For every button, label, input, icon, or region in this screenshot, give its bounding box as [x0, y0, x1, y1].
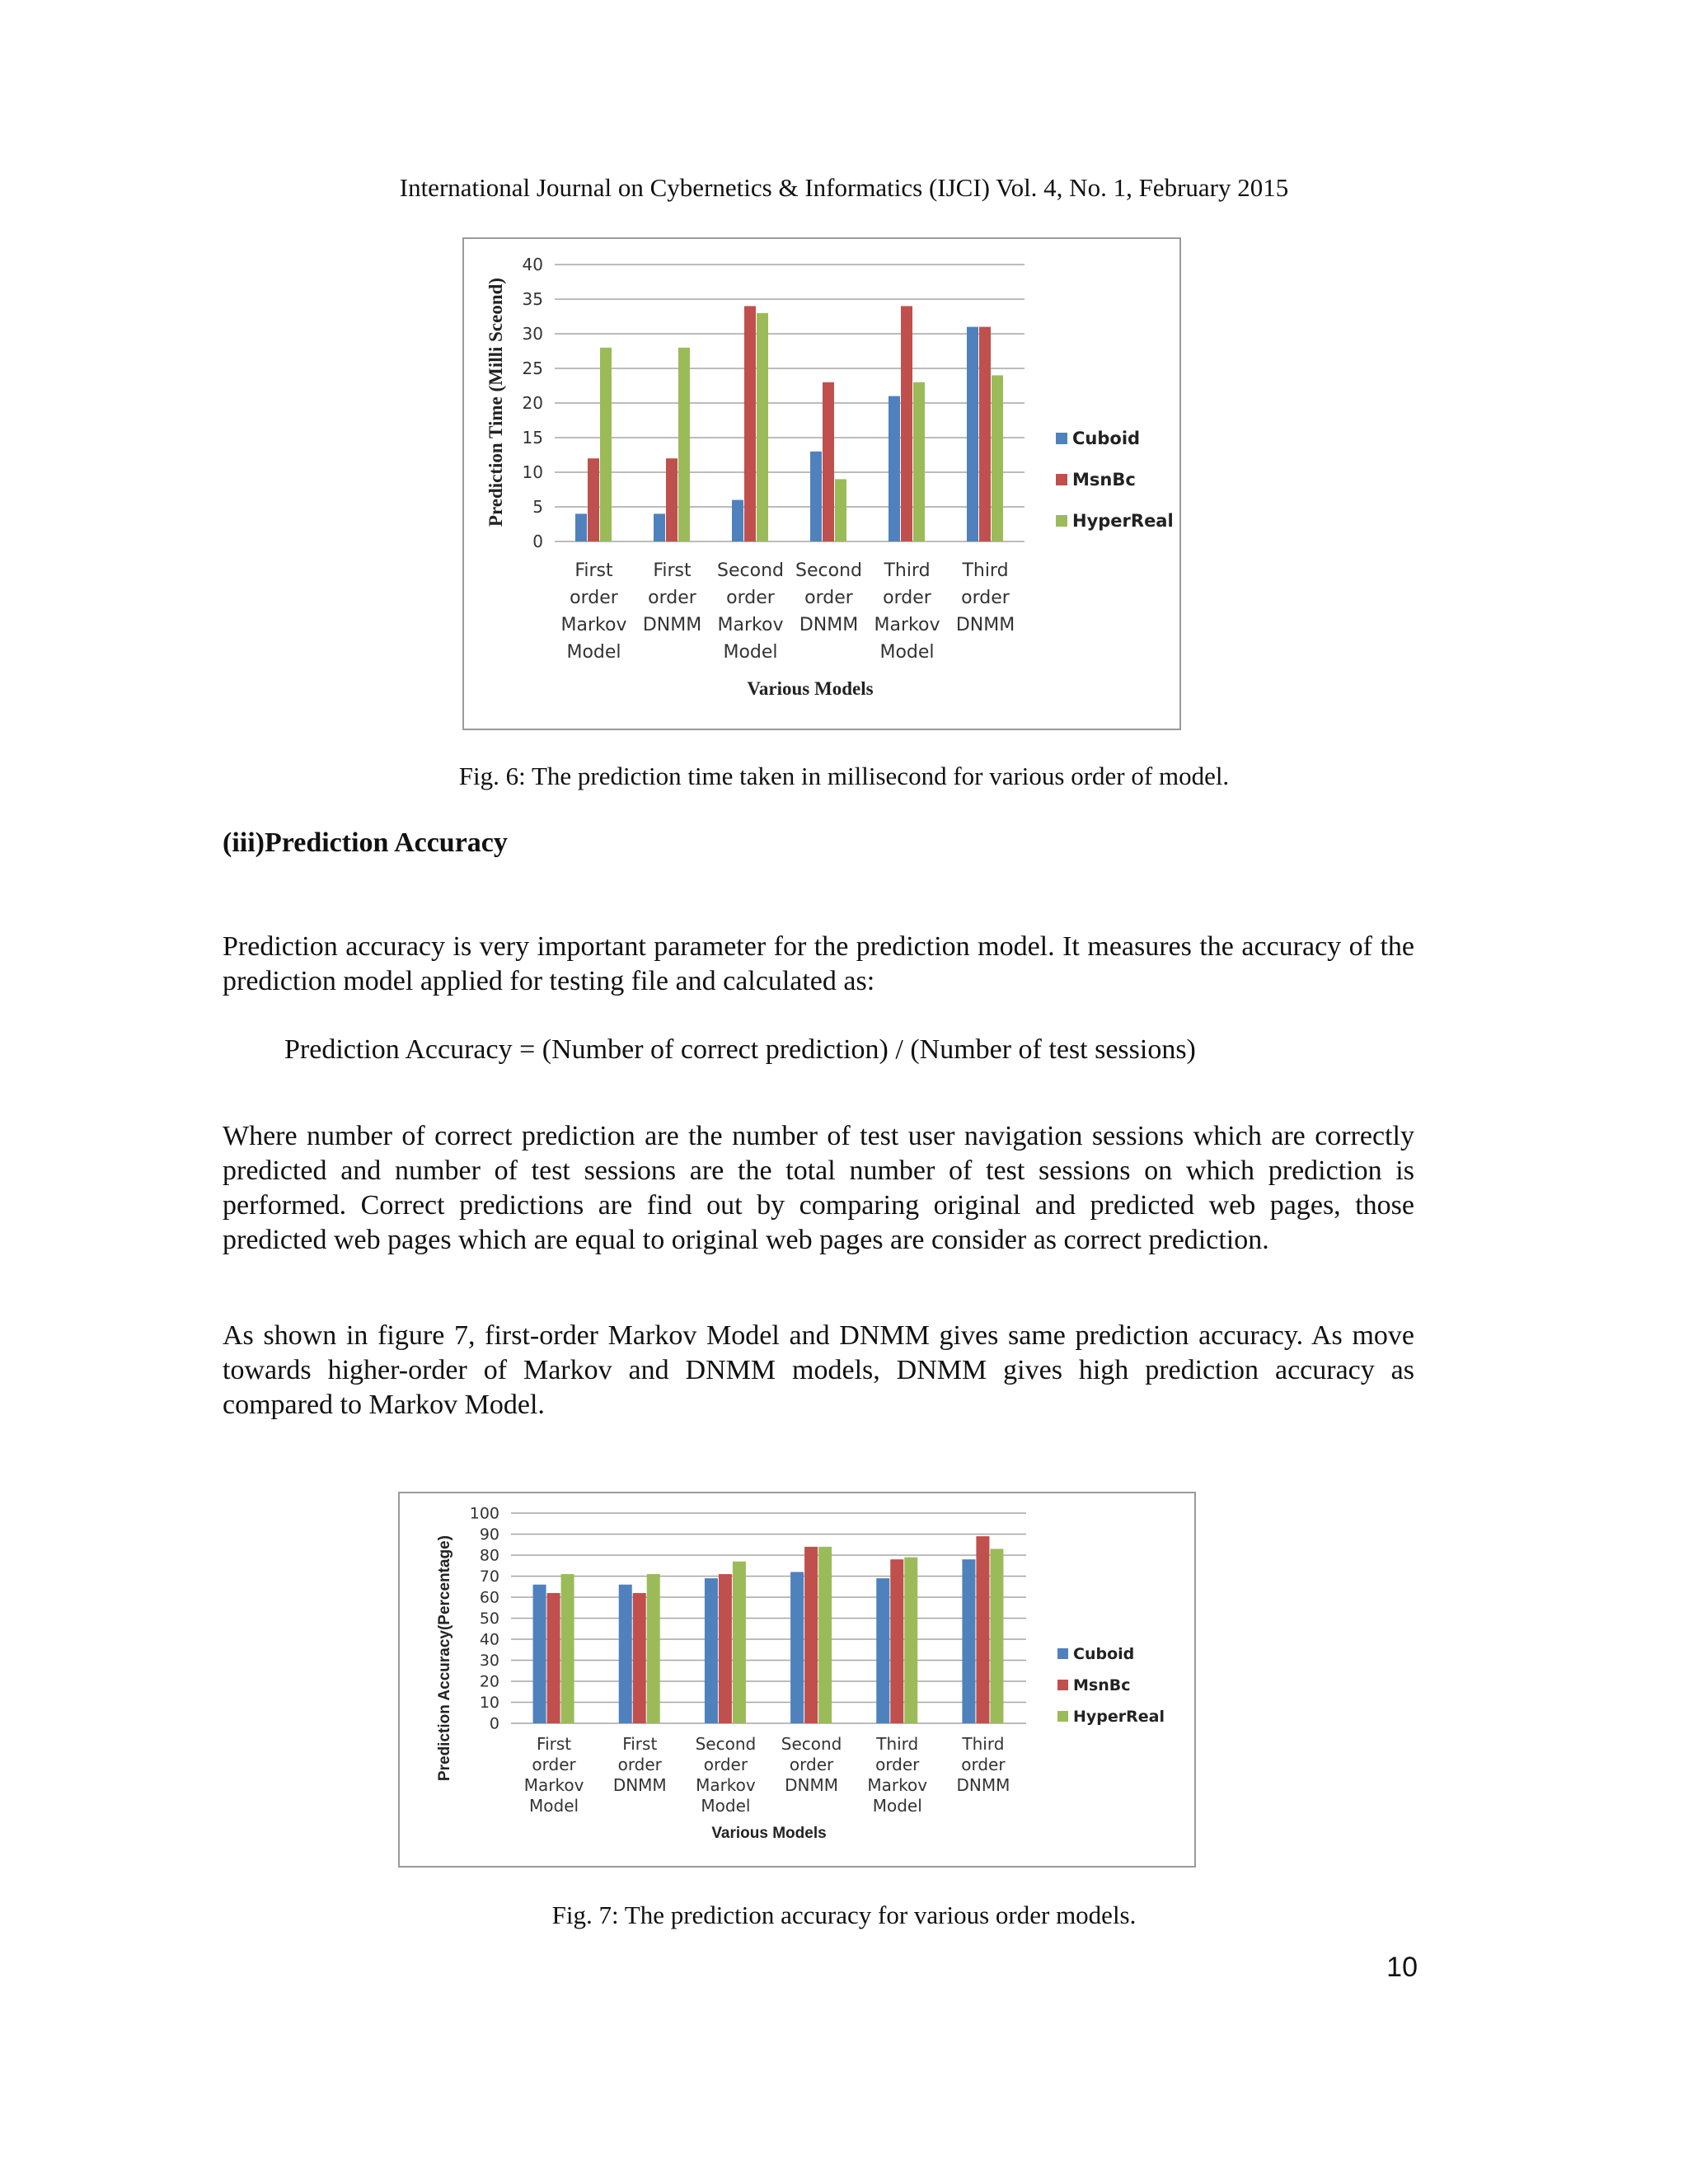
x-axis-title: Various Models — [711, 1825, 827, 1842]
bar-msnbc-3 — [744, 306, 756, 541]
bar-hyperreal-6 — [990, 1549, 1003, 1723]
prediction-accuracy-bar-chart — [400, 1493, 1194, 1866]
legend-label-cuboid: Cuboid — [1072, 429, 1141, 448]
y-tick-label: 30 — [479, 1652, 499, 1671]
y-tick-label: 20 — [479, 1672, 499, 1691]
legend-swatch-hyperreal — [1057, 1711, 1068, 1722]
bar-cuboid-4 — [810, 452, 822, 541]
bar-hyperreal-2 — [678, 348, 690, 541]
y-tick-label: 100 — [469, 1504, 499, 1523]
y-tick-label: 0 — [489, 1714, 499, 1733]
bar-hyperreal-5 — [913, 382, 925, 541]
x-category-label: First order Markov Model — [523, 1734, 584, 1816]
legend-swatch-cuboid — [1057, 1648, 1068, 1659]
x-category-label: Third order Markov Model — [867, 1734, 928, 1816]
bar-msnbc-1 — [588, 458, 599, 541]
x-category-label: First order DNMM — [612, 1734, 667, 1795]
bar-hyperreal-3 — [733, 1562, 746, 1723]
legend-swatch-hyperreal — [1056, 515, 1067, 527]
x-category-label: Second order DNMM — [795, 560, 862, 635]
y-tick-label: 40 — [522, 255, 543, 274]
bar-hyperreal-3 — [757, 313, 768, 541]
bar-hyperreal-4 — [818, 1547, 832, 1723]
y-tick-label: 0 — [532, 532, 543, 551]
y-tick-label: 50 — [479, 1610, 499, 1629]
legend-swatch-cuboid — [1056, 433, 1067, 444]
bar-msnbc-4 — [804, 1547, 818, 1723]
x-category-label: Second order Markov Model — [717, 560, 784, 663]
y-tick-label: 60 — [479, 1588, 499, 1607]
bar-cuboid-3 — [732, 500, 743, 541]
bar-hyperreal-2 — [647, 1574, 660, 1723]
bar-hyperreal-5 — [904, 1558, 917, 1723]
x-category-label: First order Markov Model — [560, 560, 627, 663]
y-tick-label: 25 — [522, 359, 543, 378]
bar-cuboid-5 — [889, 396, 900, 541]
bar-cuboid-6 — [967, 327, 978, 541]
bar-msnbc-5 — [901, 306, 912, 541]
bar-msnbc-1 — [547, 1593, 560, 1723]
bar-hyperreal-1 — [561, 1574, 574, 1723]
y-tick-label: 80 — [479, 1546, 499, 1565]
bar-msnbc-6 — [976, 1536, 989, 1723]
y-tick-label: 5 — [532, 497, 543, 517]
x-category-label: First order DNMM — [642, 560, 702, 635]
bar-cuboid-2 — [654, 513, 665, 541]
figure-6-chart — [462, 237, 1181, 730]
y-tick-label: 20 — [522, 393, 543, 413]
bar-msnbc-3 — [719, 1574, 732, 1723]
bar-cuboid-1 — [533, 1585, 546, 1723]
x-category-label: Third order Markov Model — [874, 560, 940, 663]
section-heading: (iii)Prediction Accuracy — [223, 827, 508, 858]
legend-swatch-msnbc — [1056, 474, 1067, 485]
bar-msnbc-6 — [979, 327, 991, 541]
figure-7-chart — [398, 1492, 1196, 1868]
legend-swatch-msnbc — [1057, 1680, 1068, 1690]
x-category-label: Third order DNMM — [955, 560, 1015, 635]
y-tick-label: 90 — [479, 1526, 499, 1544]
running-header: International Journal on Cybernetics & Informatics (IJCI) Vol. 4, No. 1, February 2015 — [399, 173, 1289, 202]
y-axis-title: Prediction Accuracy(Percentage) — [436, 1535, 453, 1782]
paragraph-intro: Prediction accuracy is very important parameter for the prediction model. It measures the accuracy of the prediction model applied for testing file and calculated as: — [223, 931, 1414, 996]
x-category-label: Second order Markov Model — [695, 1734, 757, 1816]
bar-hyperreal-4 — [835, 479, 846, 541]
bar-cuboid-2 — [619, 1585, 632, 1723]
bar-hyperreal-6 — [992, 375, 1003, 541]
paragraph-findings: As shown in figure 7, first-order Markov Model and DNMM gives same prediction accuracy. As move towards higher-order of Markov and DNMM models, DNMM gives high prediction accuracy as compared to Markov Model. — [223, 1320, 1414, 1420]
y-tick-label: 35 — [522, 289, 543, 309]
legend-label-msnbc: MsnBc — [1073, 1676, 1131, 1694]
y-tick-label: 40 — [479, 1630, 499, 1649]
bar-msnbc-4 — [823, 382, 834, 541]
x-category-label: Third order DNMM — [956, 1734, 1010, 1795]
bar-msnbc-5 — [890, 1559, 903, 1723]
legend-label-msnbc: MsnBc — [1072, 470, 1136, 490]
y-tick-label: 10 — [522, 462, 543, 482]
paragraph-definition: Where number of correct prediction are the number of test user navigation sessions which are correctly predicted and number of test sessions are the total number of test sessions on which prediction is performed. Correct predictions are find out by comparing original and predicted web pages, those predicted web pages which are equal to original web pages are consider as correct prediction. — [223, 1121, 1414, 1255]
bar-cuboid-5 — [876, 1578, 889, 1723]
y-tick-label: 10 — [479, 1694, 499, 1713]
bar-cuboid-6 — [962, 1559, 975, 1723]
y-tick-label: 30 — [522, 324, 543, 344]
legend-label-cuboid: Cuboid — [1073, 1645, 1135, 1663]
bar-msnbc-2 — [633, 1593, 646, 1723]
bar-cuboid-1 — [575, 513, 587, 541]
page-number: 10 — [1386, 1952, 1418, 1983]
legend-label-hyperreal: HyperReal — [1072, 511, 1174, 531]
figure-7-caption: Fig. 7: The prediction accuracy for various order models. — [551, 1900, 1137, 1929]
bar-cuboid-4 — [790, 1572, 804, 1723]
y-tick-label: 70 — [479, 1568, 499, 1586]
prediction-time-bar-chart — [464, 239, 1179, 729]
y-axis-title: Prediction Time (Milli Sceond) — [485, 277, 506, 527]
bar-hyperreal-1 — [600, 348, 612, 541]
legend-label-hyperreal: HyperReal — [1073, 1708, 1165, 1726]
y-tick-label: 15 — [522, 428, 543, 448]
accuracy-formula: Prediction Accuracy = (Number of correct prediction) / (Number of test sessions) — [284, 1034, 1196, 1065]
x-axis-title: Various Models — [747, 678, 874, 699]
x-category-label: Second order DNMM — [781, 1734, 842, 1795]
bar-msnbc-2 — [666, 458, 678, 541]
bar-cuboid-3 — [705, 1578, 718, 1723]
figure-6-caption: Fig. 6: The prediction time taken in millisecond for various order of model. — [458, 762, 1230, 790]
